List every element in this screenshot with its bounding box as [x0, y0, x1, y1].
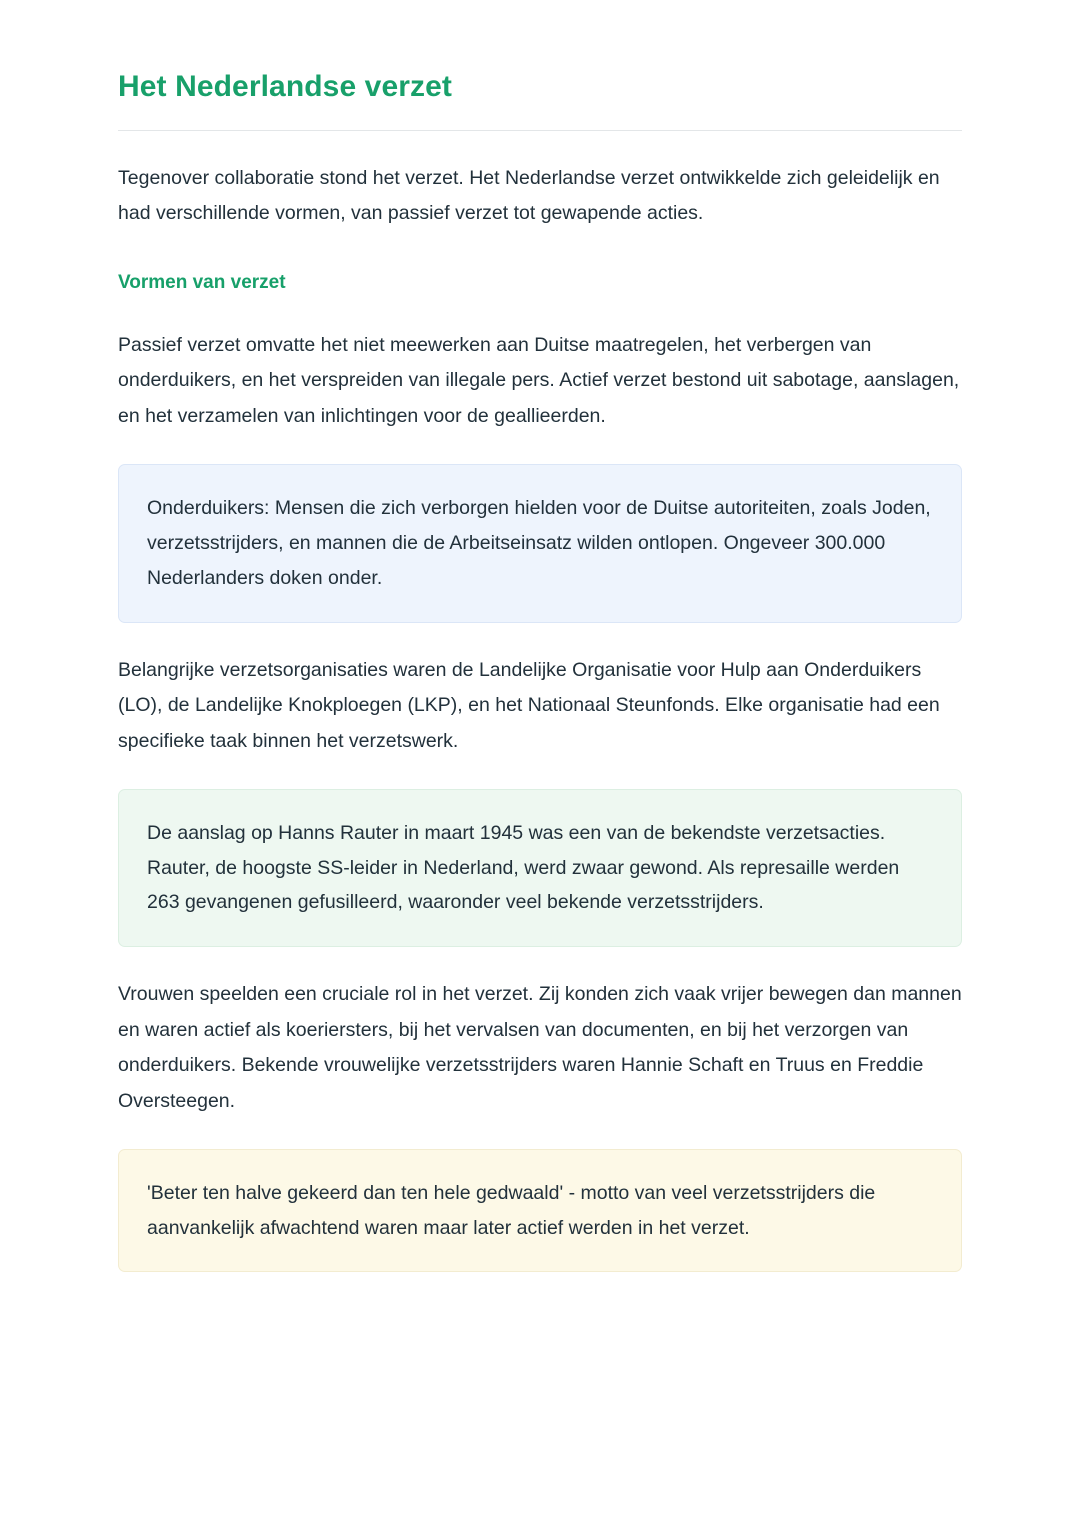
- callout-onderduikers: [118, 464, 962, 622]
- paragraph-passief-verzet: Passief verzet omvatte het niet meewerken aan Duitse maatregelen, het verbergen van onderduikers, en het verspreiden van illegale pers. Actief verzet bestond uit sabotage, aanslagen, en het verzamelen van inlichtingen voor de geallieerden.: [118, 333, 960, 427]
- callout-onderduikers-text: Onderduikers: Mensen die zich verborgen hielden voor de Duitse autoriteiten, zoals Joden, verzetsstrijders, en mannen die de Arbeitseinsatz wilden ontlopen. Ongeveer 300.000 Nederlanders doken onder.: [147, 497, 931, 589]
- callout-aanslag-rauter-text: De aanslag op Hanns Rauter in maart 1945 was een van de bekendste verzetsacties. Rauter, de hoogste SS-leider in Nederland, werd zwaar gewond. Als represaille werden 263 gevangenen gefusilleerd, waaronder veel bekende verzetsstrijders.: [147, 821, 900, 914]
- paragraph-verzetsorganisaties: Belangrijke verzetsorganisaties waren de Landelijke Organisatie voor Hulp aan Onderduikers (LO), de Landelijke Knokploegen (LKP), en het Nationaal Steunfonds. Elke organisatie had een specifieke taak binnen het verzetswerk.: [118, 658, 940, 752]
- intro-paragraph: Tegenover collaboratie stond het verzet. Het Nederlandse verzet ontwikkelde zich geleidelijk en had verschillende vormen, van passief verzet tot gewapende acties.: [118, 166, 940, 224]
- title-divider: [118, 130, 962, 131]
- callout-motto: [118, 1149, 962, 1272]
- page-title: Het Nederlandse verzet: [118, 70, 453, 103]
- section-heading-vormen-van-verzet: Vormen van verzet: [118, 272, 286, 294]
- paragraph-vrouwen-in-het-verzet: Vrouwen speelden een cruciale rol in het verzet. Zij konden zich vaak vrijer bewegen dan mannen en waren actief als koeriersters, bij het vervalsen van documenten, en bij het verzorgen van onderduikers. Bekende vrouwelijke verzetsstrijders waren Hannie Schaft en Truus en Freddie Oversteegen.: [118, 983, 962, 1112]
- callout-motto-text: 'Beter ten halve gekeerd dan ten hele gedwaald' - motto van veel verzetsstrijders die aanvankelijk afwachtend waren maar later actief werden in het verzet.: [147, 1182, 876, 1239]
- callout-aanslag-rauter: [118, 789, 962, 947]
